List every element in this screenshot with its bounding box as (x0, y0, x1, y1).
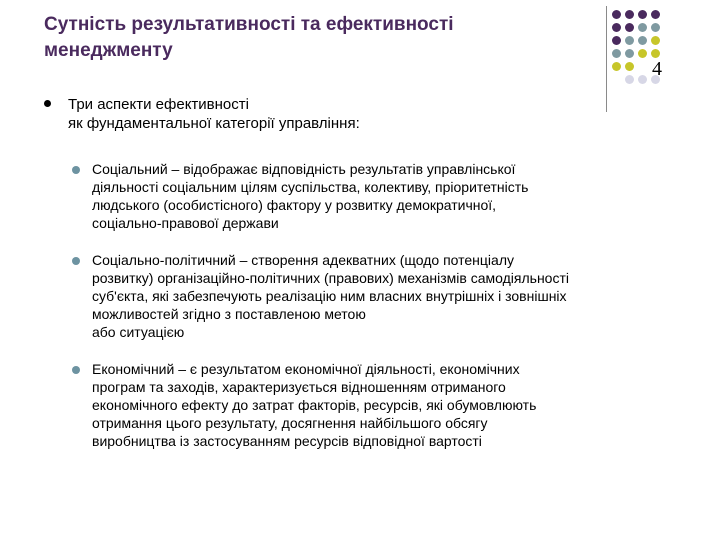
decorative-dot (625, 49, 634, 58)
main-point-text: Три аспекти ефективності як фундаментальної категорії управління: (68, 96, 360, 132)
decorative-dot (638, 75, 647, 84)
aspect-text: Соціальний – відображає відповідність результатів управлінської діяльності соціальним цілям суспільства, колективу, пріоритетність людського (особистісного) фактору у розвитку демократичної, соціально-правової держави (92, 161, 529, 231)
aspect-text: Соціально-політичний – створення адекватних (щодо потенціалу розвитку) організаційно-політичних (правових) механізмів самодіяльності суб'єкта, які забезпечують реалізацію ним власних внутрішніх і зовнішніх можливостей згідно з поставленою метою або ситуацією (92, 252, 569, 340)
decorative-dot (612, 23, 621, 32)
bullet-dot-icon (44, 100, 51, 107)
decorative-dot (612, 62, 621, 71)
decorative-dot (625, 23, 634, 32)
aspect-item-economic (72, 360, 692, 450)
divider-line (606, 6, 607, 112)
slide-title: Сутність результативності та ефективності менеджменту (44, 14, 454, 61)
decorative-dot (651, 23, 660, 32)
decorative-dot (651, 36, 660, 45)
bullet-dot-icon (72, 366, 80, 374)
bullet-dot-icon (72, 257, 80, 265)
page-number: 4 (652, 58, 662, 80)
main-point (44, 95, 604, 133)
decorative-dot (638, 49, 647, 58)
decorative-dot (638, 36, 647, 45)
decorative-dot (651, 10, 660, 19)
bullet-dot-icon (72, 166, 80, 174)
aspect-text: Економічний – є результатом економічної діяльності, економічних програм та заходів, характеризується відношенням отриманого економічного ефекту до затрат факторів, ресурсів, які обумовлюють отримання цього результату, досягнення найбільшого обсягу виробництва із застосуванням ресурсів відповідної вартості (92, 361, 537, 449)
decorative-dot (612, 49, 621, 58)
decorative-dot (638, 10, 647, 19)
decorative-dot (625, 36, 634, 45)
decorative-dot (612, 36, 621, 45)
decorative-dot (625, 10, 634, 19)
aspect-item-socio-political (72, 251, 692, 341)
aspect-item-social (72, 160, 692, 232)
decorative-dot (638, 23, 647, 32)
decorative-dot (625, 75, 634, 84)
decorative-dot (651, 49, 660, 58)
decorative-dot (612, 10, 621, 19)
decorative-dot (625, 62, 634, 71)
aspects-list (72, 160, 692, 450)
